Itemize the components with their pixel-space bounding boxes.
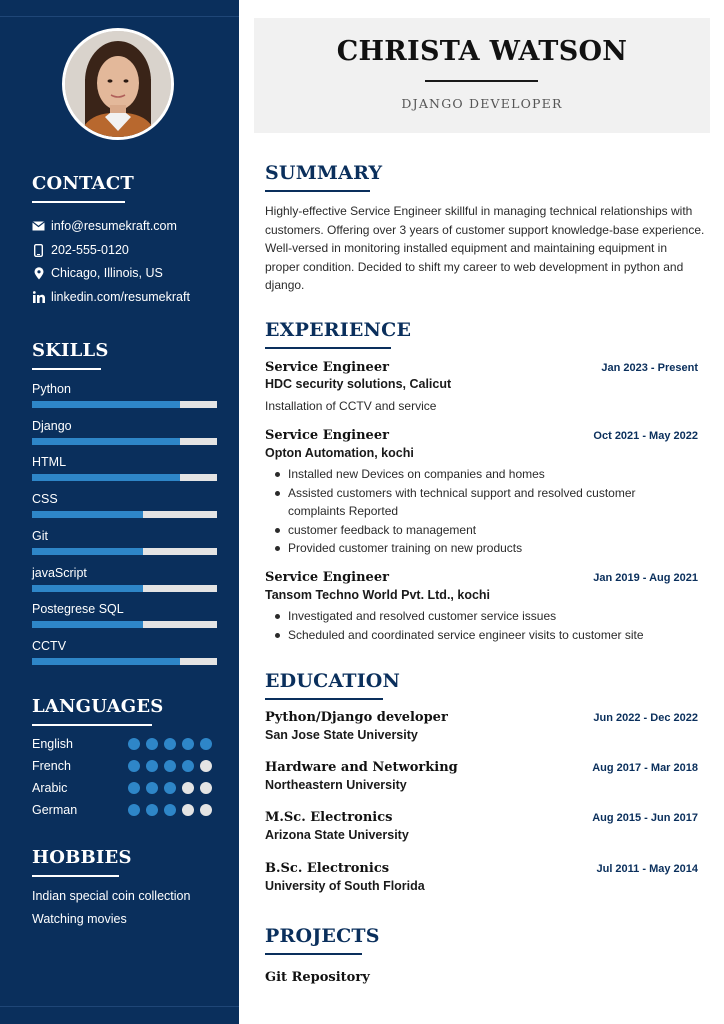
summary-heading: SUMMARY xyxy=(265,162,383,184)
education-school: Arizona State University xyxy=(265,828,409,842)
education-date: Aug 2015 - Jun 2017 xyxy=(592,812,698,824)
summary-heading-rule xyxy=(265,190,370,192)
skill-label: Python xyxy=(32,382,71,396)
job-date: Jan 2023 - Present xyxy=(601,362,698,374)
contact-linkedin-text: linkedin.com/resumekraft xyxy=(51,290,190,304)
languages-heading: LANGUAGES xyxy=(32,696,164,717)
experience-heading-rule xyxy=(265,347,391,349)
contact-email[interactable] xyxy=(32,219,177,233)
education-date: Jul 2011 - May 2014 xyxy=(596,863,698,875)
skill-label: CSS xyxy=(32,492,58,506)
rating-dot-empty xyxy=(182,782,194,794)
skill-label: Django xyxy=(32,419,72,433)
contact-linkedin[interactable] xyxy=(32,290,190,304)
project-title: Git Repository xyxy=(265,970,370,985)
contact-email-text: info@resumekraft.com xyxy=(51,219,177,233)
education-school: University of South Florida xyxy=(265,879,425,893)
profile-photo-image xyxy=(65,31,171,137)
language-label: Arabic xyxy=(32,781,68,795)
language-label: French xyxy=(32,759,71,773)
email-icon xyxy=(32,220,45,233)
job-bullet: Provided customer training on new products xyxy=(275,539,700,558)
skill-label: Git xyxy=(32,529,48,543)
skill-bar xyxy=(32,621,217,628)
job-date: Oct 2021 - May 2022 xyxy=(593,430,698,442)
skill-bar xyxy=(32,474,217,481)
languages-heading-rule xyxy=(32,724,152,726)
job-bullet: Installed new Devices on companies and homes xyxy=(275,465,700,484)
education-degree: B.Sc. Electronics xyxy=(265,861,390,876)
rating-dot-empty xyxy=(182,804,194,816)
rating-dot-filled xyxy=(182,760,194,772)
name-rule xyxy=(425,80,538,82)
education-degree: M.Sc. Electronics xyxy=(265,810,393,825)
rating-dot-empty xyxy=(200,782,212,794)
profile-photo xyxy=(62,28,174,140)
skill-bar-fill xyxy=(32,658,180,665)
rating-dot-filled xyxy=(164,782,176,794)
rating-dot-filled xyxy=(146,804,158,816)
skill-label: HTML xyxy=(32,455,67,469)
job-bullet: Investigated and resolved customer service issues xyxy=(275,607,700,626)
skill-bar-fill xyxy=(32,438,180,445)
language-label: English xyxy=(32,737,73,751)
sidebar-divider xyxy=(0,16,239,17)
job-bullet: Scheduled and coordinated service engineer visits to customer site xyxy=(275,626,700,645)
job-bullet: Assisted customers with technical support and resolved customer complaints Reported xyxy=(275,484,645,521)
contact-phone-text: 202-555-0120 xyxy=(51,243,129,257)
hobbies-heading-rule xyxy=(32,875,119,877)
job-company: Opton Automation, kochi xyxy=(265,446,414,460)
education-date: Jun 2022 - Dec 2022 xyxy=(593,712,698,724)
job-title: Service Engineer xyxy=(265,360,389,375)
projects-heading: PROJECTS xyxy=(265,925,380,947)
skill-label: CCTV xyxy=(32,639,67,653)
rating-dot-filled xyxy=(128,738,140,750)
job-bullets xyxy=(275,607,700,644)
education-school: Northeastern University xyxy=(265,778,407,792)
language-rating xyxy=(128,738,212,750)
projects-heading-rule xyxy=(265,953,362,955)
rating-dot-filled xyxy=(164,738,176,750)
sidebar xyxy=(0,0,239,1024)
rating-dot-filled xyxy=(128,782,140,794)
job-title: Service Engineer xyxy=(265,570,389,585)
rating-dot-filled xyxy=(146,782,158,794)
education-heading-rule xyxy=(265,698,383,700)
skill-label: javaScript xyxy=(32,566,87,580)
skill-bar xyxy=(32,585,217,592)
education-degree: Python/Django developer xyxy=(265,710,448,725)
candidate-role: DJANGO DEVELOPER xyxy=(401,96,563,111)
job-company: HDC security solutions, Calicut xyxy=(265,377,452,391)
skill-bar-fill xyxy=(32,548,143,555)
contact-heading: CONTACT xyxy=(32,173,134,194)
language-rating xyxy=(128,782,212,794)
hobbies-heading: HOBBIES xyxy=(32,847,132,868)
language-label: German xyxy=(32,803,78,817)
linkedin-icon xyxy=(32,291,45,304)
education-degree: Hardware and Networking xyxy=(265,760,458,775)
experience-heading: EXPERIENCE xyxy=(265,319,412,341)
education-date: Aug 2017 - Mar 2018 xyxy=(592,762,698,774)
skill-bar-fill xyxy=(32,511,143,518)
skills-heading-rule xyxy=(32,368,101,370)
summary-text: Highly-effective Service Engineer skillful in managing technical relationships with customers. Offering over 3 years of customer support knowledge-base experience. Well-versed in monitoring installed equipment and maintaining equipment in proper condition. Decided to shift my career to web development in python and django. xyxy=(265,204,705,292)
job-bullet: customer feedback to management xyxy=(275,521,700,540)
skill-bar xyxy=(32,401,217,408)
hobby-item: Indian special coin collection xyxy=(32,889,191,903)
skill-bar xyxy=(32,548,217,555)
skill-bar xyxy=(32,511,217,518)
rating-dot-filled xyxy=(146,738,158,750)
rating-dot-filled xyxy=(128,804,140,816)
contact-location xyxy=(32,266,163,280)
sidebar-divider xyxy=(0,1006,239,1007)
skills-heading: SKILLS xyxy=(32,340,109,361)
skill-bar-fill xyxy=(32,474,180,481)
contact-location-text: Chicago, Illinois, US xyxy=(51,266,163,280)
job-description: Installation of CCTV and service xyxy=(265,399,437,413)
education-school: San Jose State University xyxy=(265,728,418,742)
skill-bar-fill xyxy=(32,621,143,628)
skill-label: Postegrese SQL xyxy=(32,602,124,616)
job-date: Jan 2019 - Aug 2021 xyxy=(593,572,698,584)
job-company: Tansom Techno World Pvt. Ltd., kochi xyxy=(265,588,491,602)
job-title: Service Engineer xyxy=(265,428,389,443)
contact-phone[interactable] xyxy=(32,243,129,257)
rating-dot-filled xyxy=(146,760,158,772)
skill-bar-fill xyxy=(32,585,143,592)
language-rating xyxy=(128,760,212,772)
rating-dot-filled xyxy=(200,738,212,750)
rating-dot-filled xyxy=(128,760,140,772)
rating-dot-filled xyxy=(164,804,176,816)
rating-dot-empty xyxy=(200,804,212,816)
rating-dot-filled xyxy=(182,738,194,750)
candidate-name: CHRISTA WATSON xyxy=(336,36,628,67)
skill-bar-fill xyxy=(32,401,180,408)
phone-icon xyxy=(32,244,45,257)
rating-dot-empty xyxy=(200,760,212,772)
contact-heading-rule xyxy=(32,201,125,203)
education-heading: EDUCATION xyxy=(265,670,401,692)
skill-bar xyxy=(32,438,217,445)
rating-dot-filled xyxy=(164,760,176,772)
language-rating xyxy=(128,804,212,816)
hobby-item: Watching movies xyxy=(32,912,127,926)
job-bullets xyxy=(275,465,700,558)
location-pin-icon xyxy=(32,267,45,280)
skill-bar xyxy=(32,658,217,665)
